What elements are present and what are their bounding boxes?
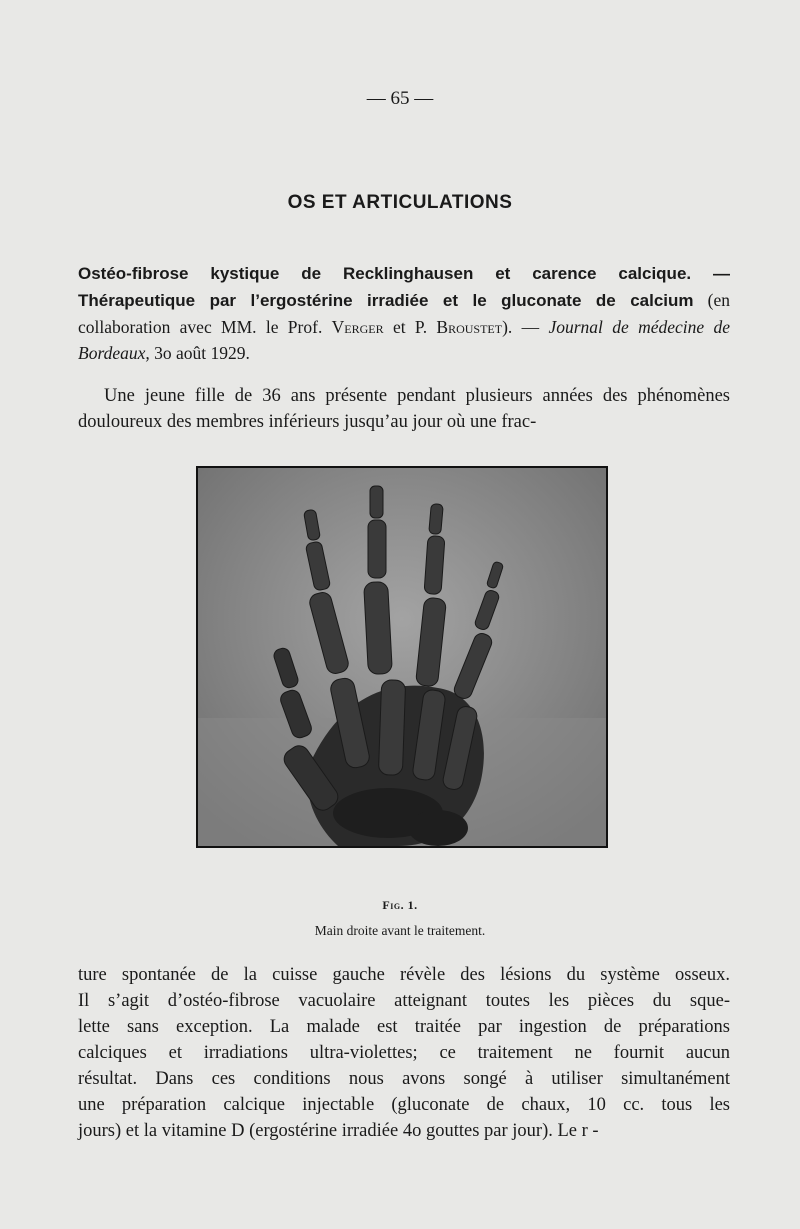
reference-title: Ostéo-fibrose kystique de Recklinghausen et carence calcique. — Thérapeutique par l’ergostérine irradiée et le gluconate de calcium <box>78 264 730 310</box>
reference-author-verger: Verger <box>331 317 384 337</box>
paragraph-2-line: Il s’agit d’ostéo-fibrose vacuolaire atteignant toutes les pièces du sque- <box>78 991 730 1011</box>
reference-author-broustet: Broustet <box>436 317 503 337</box>
paragraph-2-line: lette sans exception. La malade est traitée par ingestion de préparations <box>78 1017 730 1037</box>
paragraph-2-line: ture spontanée de la cuisse gauche révèle des lésions du système osseux. <box>78 965 730 985</box>
paragraph-2 <box>78 962 730 1144</box>
xray-hand-image <box>198 468 606 846</box>
reference-journal: Journal de médecine de Bordeaux, <box>78 317 730 363</box>
reference-collaboration: (en collaboration avec MM. le Prof. <box>78 290 730 337</box>
page-number: — 65 — <box>366 88 434 109</box>
xray-hand-figure <box>196 466 608 848</box>
figure-label <box>0 898 800 913</box>
figure-caption: Main droite avant le traitement. <box>314 923 486 938</box>
reference-separator: ). — <box>502 317 540 337</box>
section-title: OS ET ARTICULATIONS <box>287 192 513 213</box>
bibliographic-reference <box>78 260 730 366</box>
figure-label-prefix: Fig. <box>382 898 405 912</box>
figure-label-number: 1. <box>407 898 418 912</box>
paragraph-2-line: résultat. Dans ces conditions nous avons songé à utiliser simultanément <box>78 1069 730 1089</box>
paragraph-2-line: une préparation calcique injectable (gluconate de chaux, 10 cc. tous les <box>78 1095 730 1115</box>
paragraph-1: Une jeune fille de 36 ans présente pendant plusieurs années des phénomènes douloureux des membres inférieurs jusqu’au jour où une frac- <box>78 386 730 432</box>
paragraph-2-line: calciques et irradiations ultra-violettes; ce traitement ne fournit aucun <box>78 1043 730 1063</box>
reference-date: 3o août 1929. <box>154 343 250 363</box>
paragraph-2-line: jours) et la vitamine D (ergostérine irradiée 4o gouttes par jour). Le r - <box>78 1121 599 1141</box>
reference-and: et P. <box>392 317 428 337</box>
